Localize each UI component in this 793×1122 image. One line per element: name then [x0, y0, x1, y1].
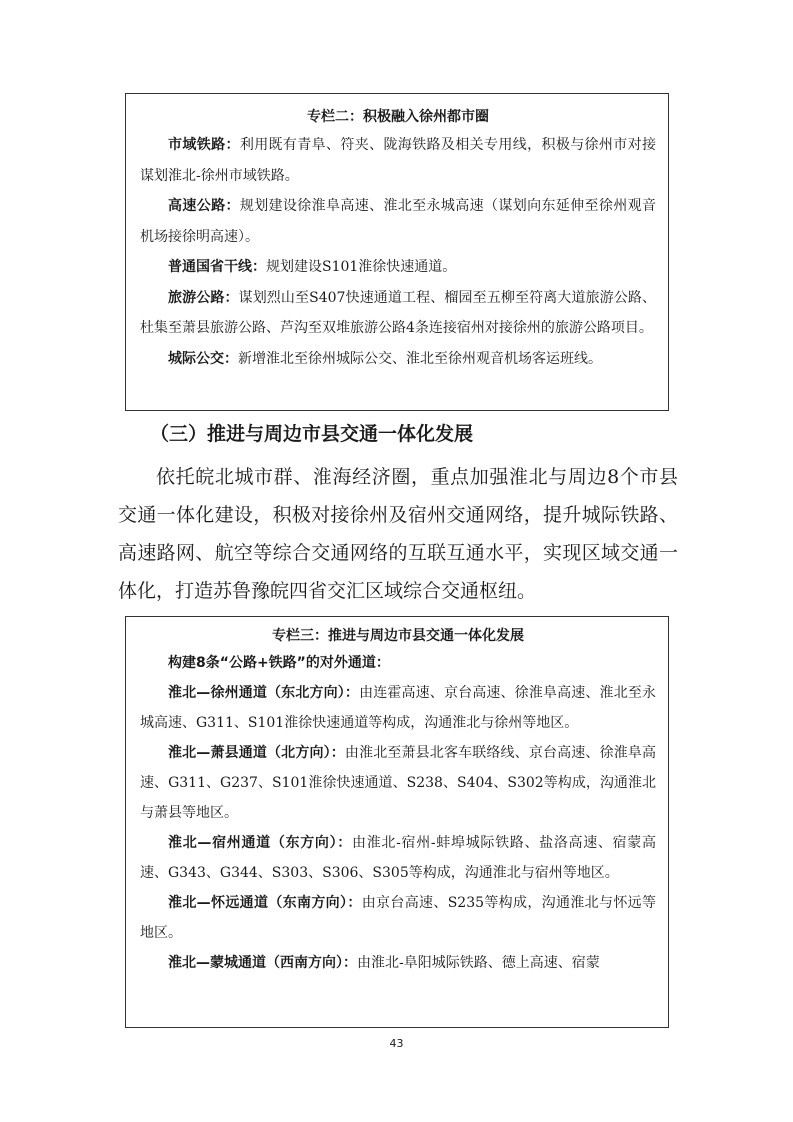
item-label: 城际公交：	[168, 350, 238, 367]
item-text: 由淮北-阜阳城际铁路、德上高速、宿蒙	[357, 955, 600, 971]
item-text: 新增淮北至徐州城际公交、淮北至徐州观音机场客运班线。	[238, 350, 602, 367]
item-text: 规划建设S101淮徐快速通道。	[266, 259, 457, 275]
item-text: 由连霍高速、京台高速、徐淮阜高速、淮北至永城高速、G311、S101淮徐快速通道等构成，沟通淮北与徐州等地区。	[140, 685, 657, 731]
box3-item	[140, 888, 656, 948]
feature-box-3-title: 专栏三：推进与周边市县交通一体化发展	[272, 628, 524, 644]
page-number: 43	[389, 1037, 404, 1050]
feature-box-3	[125, 616, 669, 1028]
box2-item	[140, 283, 656, 344]
box2-item	[140, 252, 656, 283]
box2-item	[140, 191, 656, 252]
item-label: 市域铁路：	[168, 137, 240, 153]
box3-item	[140, 678, 656, 738]
feature-box-2	[125, 93, 669, 411]
item-label: 淮北—萧县通道（北方向）：	[168, 745, 345, 761]
item-text: 谋划烈山至S407快速通道工程、榴园至五柳至符离大道旅游公路、杜集至萧县旅游公路、芦沟至双堆旅游公路4条连接宿州对接徐州的旅游公路项目。	[140, 289, 657, 336]
item-label: 淮北—蒙城通道（西南方向）：	[168, 955, 357, 971]
box2-item	[140, 130, 656, 191]
item-text: 利用既有青阜、符夹、陇海铁路及相关专用线，积极与徐州市对接谋划淮北-徐州市域铁路。	[140, 137, 657, 184]
section-body: 依托皖北城市群、淮海经济圈，重点加强淮北与周边8个市县交通一体化建设，积极对接徐州及宿州交通网络，提升城际铁路、高速路网、航空等综合交通网络的互联互通水平，实现区域交通一体化，打造苏鲁豫皖四省交汇区域综合交通枢纽。	[118, 466, 678, 602]
feature-box-2-title: 专栏二：积极融入徐州都市圈	[307, 109, 489, 125]
item-label: 淮北—怀远通道（东南方向）：	[168, 895, 362, 911]
item-text: 由淮北-宿州-蚌埠城际铁路、盐洛高速、宿蒙高速、G343、G344、S303、S306、S305等构成，沟通淮北与宿州等地区。	[140, 835, 656, 881]
item-text: 由淮北至萧县北客车联络线、京台高速、徐淮阜高速、G311、G237、S101淮徐快速通道、S238、S404、S302等构成，沟通淮北与萧县等地区。	[140, 745, 657, 821]
item-text: 由京台高速、S235等构成，沟通淮北与怀远等地区。	[140, 895, 657, 941]
item-label: 淮北—徐州通道（东北方向）：	[168, 685, 360, 701]
box3-item	[140, 738, 656, 828]
section-heading: （三）推进与周边市县交通一体化发展	[150, 423, 474, 445]
item-label: 旅游公路：	[168, 289, 239, 306]
box3-intro: 构建8条“公路+铁路”的对外通道：	[168, 655, 390, 671]
box3-item	[140, 828, 656, 888]
item-label: 普通国省干线：	[168, 259, 266, 275]
item-label: 淮北—宿州通道（东方向）：	[168, 835, 352, 851]
box2-item	[140, 344, 656, 375]
box3-item	[140, 948, 656, 978]
item-text: 规划建设徐淮阜高速、淮北至永城高速（谋划向东延伸至徐州观音机场接徐明高速）。	[140, 198, 657, 245]
item-label: 高速公路：	[168, 198, 240, 214]
